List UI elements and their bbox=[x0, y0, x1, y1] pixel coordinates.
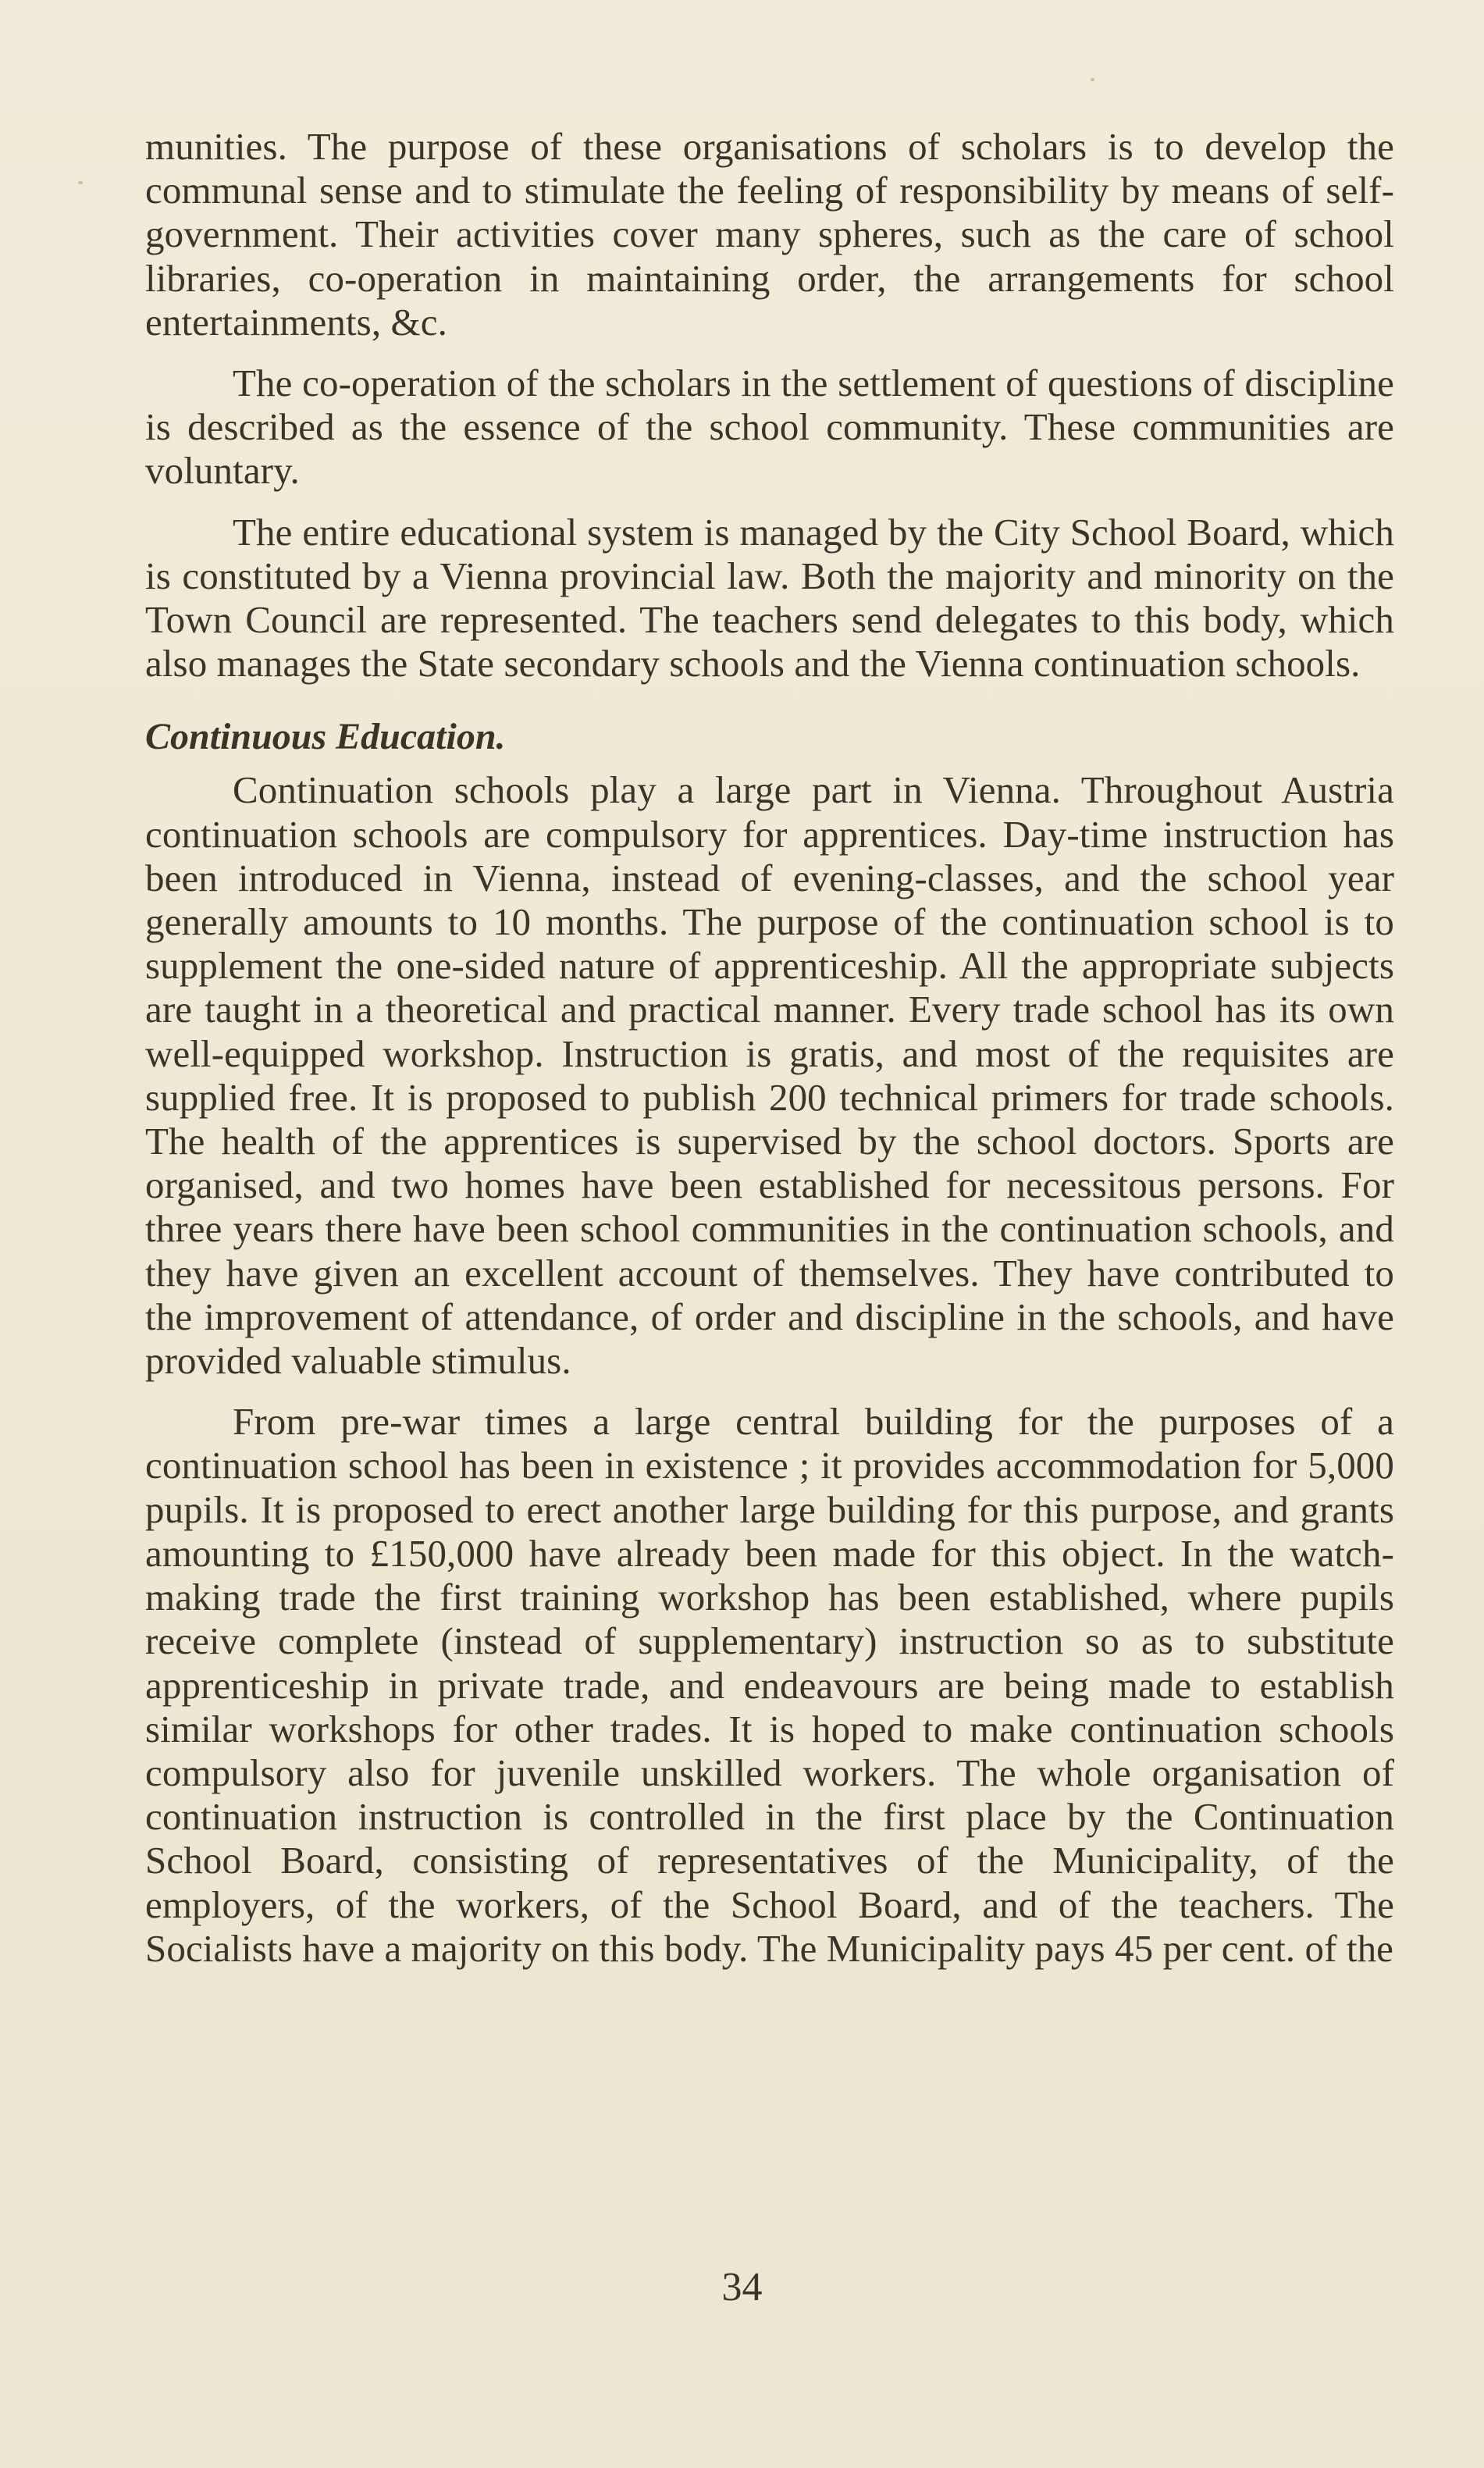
body-text bbox=[145, 125, 1394, 1971]
paragraph-continuation-schools: Continuation schools play a large part in Vienna. Throughout Austria continuation schools are compulsory for apprentices. Day-time instruction has been introduced in Vienna, instead of evening-classes, and the school year generally amounts to 10 months. The purpose of the continuation school is to supplement the one-sided nature of apprenticeship. All the appropriate subjects are taught in a theoretical and practical manner. Every trade school has its own well-equipped workshop. Instruction is gratis, and most of the requisites are supplied free. It is proposed to publish 200 technical primers for trade schools. The health of the apprentices is supervised by the school doctors. Sports are organised, and two homes have been established for necessitous persons. For three years there have been school communities in the continuation schools, and they have given an excellent account of themselves. They have contributed to the improvement of attendance, of order and discipline in the schools, and have provided valuable stimulus. bbox=[145, 768, 1394, 1383]
paragraph-central-building: From pre-war times a large central building for the purposes of a continuation school has been in existence ; it provides accommodation for 5,000 pupils. It is proposed to erect another large building for this purpose, and grants amounting to £150,000 have already been made for this object. In the watch-making trade the first training workshop has been established, where pupils receive complete (instead of supplementary) instruction so as to substitute apprenticeship in private trade, and endeavours are being made to establish similar workshops for other trades. It is hoped to make continuation schools compulsory also for juvenile unskilled workers. The whole organisation of continuation instruction is controlled in the first place by the Continuation School Board, consisting of representatives of the Municipality, of the employers, of the workers, of the School Board, and of the teachers. The Socialists have a majority on this body. The Municipality pays 45 per cent. of the bbox=[145, 1400, 1394, 1970]
paper-speck bbox=[1091, 78, 1094, 81]
paper-speck bbox=[78, 181, 83, 184]
paragraph-school-board: The entire educational system is managed by the City School Board, which is constituted by a Vienna provincial law. Both the majority and minority on the Town Council are represented. The teachers send delegates to this body, which also manages the State secondary schools and the Vienna continuation schools. bbox=[145, 510, 1394, 686]
section-heading: Continuous Education. bbox=[145, 716, 506, 758]
paragraph-discipline: The co-operation of the scholars in the settlement of questions of discipline is described as the essence of the school community. These communities are voluntary. bbox=[145, 361, 1394, 493]
paragraph-school-communities: munities. The purpose of these organisations of scholars is to develop the communal sense and to stimulate the feeling of responsibility by means of self-government. Their activities cover many spheres, such as the care of school libraries, co-operation in maintaining order, the arrangements for school entertainments, &c. bbox=[145, 125, 1394, 344]
page-number: 34 bbox=[721, 2265, 763, 2310]
